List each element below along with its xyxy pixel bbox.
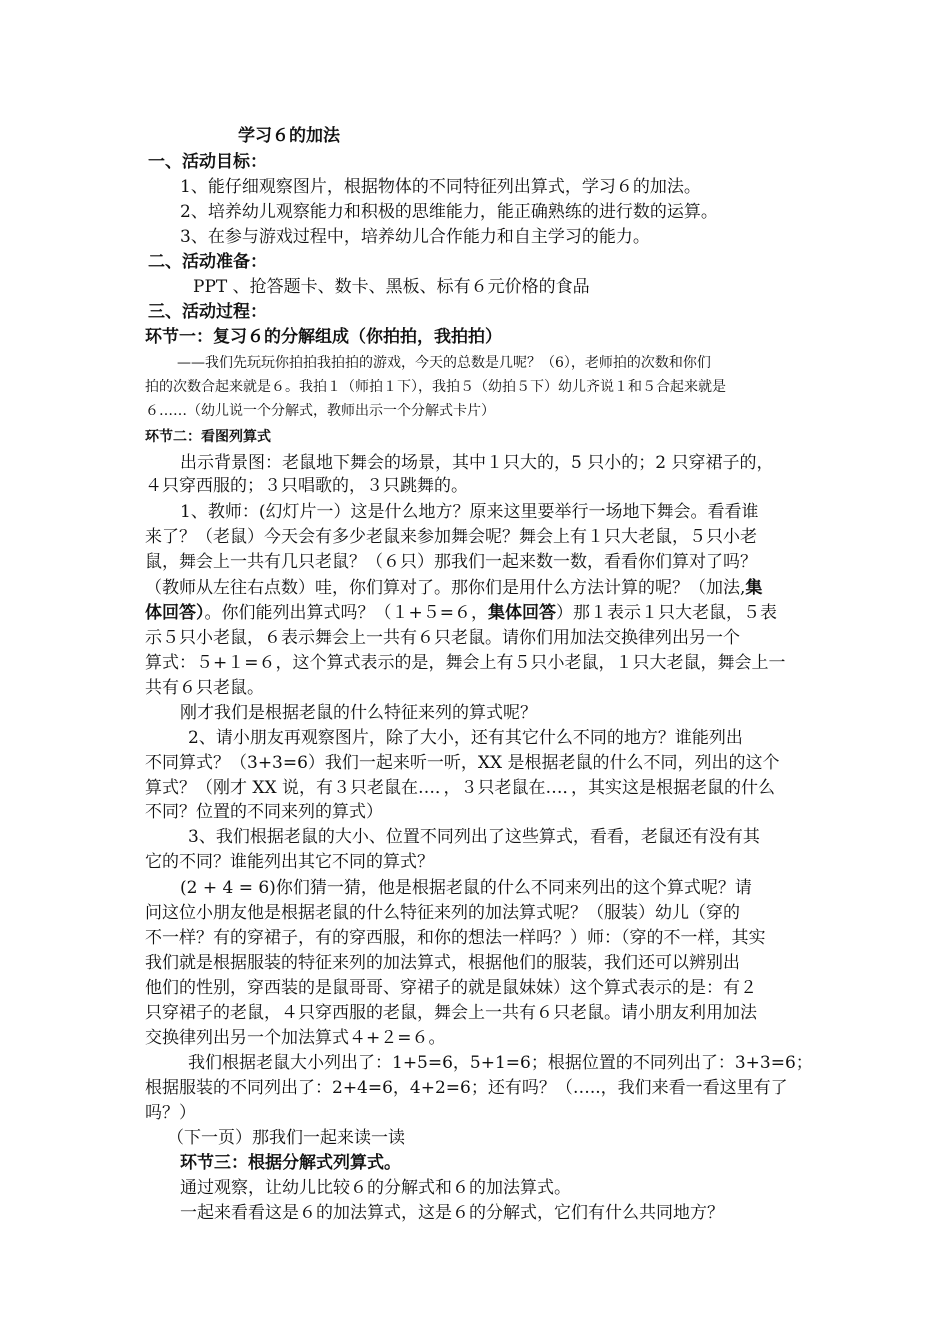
para4-line-1: (2 + 4 = 6)你们猜一猜，他是根据老鼠的什么不同来列出的这个算式呢？请: [180, 878, 752, 898]
para1-question: 刚才我们是根据老鼠的什么特征来列的算式呢？: [180, 703, 537, 723]
para3-line-2: 它的不同？谁能列出其它不同的算式？: [145, 852, 434, 872]
para1-line-4: [145, 576, 762, 600]
para2-line-2: 不同算式？（3+3=6）我们一起来听一听，XX 是根据老鼠的什么不同，列出的这个: [145, 753, 780, 773]
para4-line-6: 只穿裙子的老鼠，４只穿西服的老鼠，舞会上一共有６只老鼠。请小朋友利用加法: [145, 1003, 757, 1023]
step3-heading: 环节三：根据分解式列算式。: [180, 1153, 401, 1173]
para1-line-3: 鼠，舞会上一共有几只老鼠？（６只）那我们一起来数一数，看看你们算对了吗？: [145, 552, 757, 572]
para4-line-7: 交换律列出另一个加法算式４+２=６。: [145, 1028, 446, 1048]
para1-line-5: [145, 601, 777, 625]
section-heading-preparation: 二、活动准备：: [148, 252, 267, 272]
para4-line-3: 不一样？有的穿裙子，有的穿西服，和你的想法一样吗？）师：（穿的不一样，其实: [145, 928, 766, 948]
para2-line-1: 2、请小朋友再观察图片，除了大小，还有其它什么不同的地方？谁能列出: [188, 728, 743, 748]
para1-line-7: 算式：５+１=６，这个算式表示的是，舞会上有５只小老鼠，１只大老鼠，舞会上一: [145, 653, 786, 673]
step2-heading: 环节二：看图列算式: [145, 429, 271, 445]
goal-item-3: 3、在参与游戏过程中，培养幼儿合作能力和自主学习的能力。: [180, 227, 650, 247]
step2-background-1: 出示背景图：老鼠地下舞会的场景，其中１只大的，5 只小的；2 只穿裙子的，: [180, 453, 774, 473]
page-title: 学习６的加法: [238, 126, 340, 146]
para1-line-5-text-b: ）那１表示１只大老鼠，５表: [556, 603, 777, 623]
para2-line-4: 不同？位置的不同来列的算式）: [145, 802, 383, 822]
para1-line-5-bold-b: 集体回答: [488, 603, 556, 623]
para4-line-5: 他们的性别，穿西装的是鼠哥哥、穿裙子的就是鼠妹妹）这个算式表示的是：有２: [145, 978, 757, 998]
para2-line-3: 算式？（刚才 XX 说，有３只老鼠在…．，３只老鼠在…．，其实这是根据老鼠的什么: [145, 778, 776, 798]
para5-line-1: 我们根据老鼠大小列出了：1+5=6，5+1=6；根据位置的不同列出了：3+3=6；: [188, 1053, 813, 1073]
para1-line-4-bold: 集: [745, 578, 763, 598]
para4-line-2: 问这位小朋友他是根据老鼠的什么特征来列的加法算式呢？（服装）幼儿（穿的: [145, 903, 740, 923]
next-page-note: （下一页）那我们一起来读一读: [167, 1128, 405, 1148]
goal-item-2: 2、培养幼儿观察能力和积极的思维能力，能正确熟练的进行数的运算。: [180, 202, 718, 222]
para1-line-2: 来了？（老鼠）今天会有多少老鼠来参加舞会呢？舞会上有１只大老鼠，５只小老: [145, 527, 757, 547]
para1-line-5-bold-a: 体回答）: [145, 603, 205, 623]
preparation-text: PPT 、抢答题卡、数卡、黑板、标有６元价格的食品: [193, 277, 590, 297]
para5-line-3: 吗？）: [145, 1103, 196, 1123]
section-heading-goals: 一、活动目标：: [148, 152, 267, 172]
para3-line-1: 3、我们根据老鼠的大小、位置不同列出了这些算式，看看，老鼠还有没有其: [188, 827, 760, 847]
step1-line-1: ——我们先玩玩你拍拍我拍拍的游戏，今天的总数是几呢？（6），老师拍的次数和你们: [177, 355, 711, 371]
step1-line-2: 拍的次数合起来就是６。我拍１（师拍１下），我拍５（幼拍５下）幼儿齐说１和５合起来就是: [145, 379, 726, 395]
para5-line-2: 根据服装的不同列出了：2+4=6，4+2=6；还有吗？（…..，我们来看一看这里有了: [145, 1078, 788, 1098]
step1-heading: 环节一：复习６的分解组成（你拍拍，我拍拍）: [145, 327, 502, 347]
step1-line-3: ６……（幼儿说一个分解式，教师出示一个分解式卡片）: [145, 403, 495, 419]
para1-line-6: 示５只小老鼠，６表示舞会上一共有６只老鼠。请你们用加法交换律列出另一个: [145, 628, 740, 648]
step3-line-1: 通过观察，让幼儿比较６的分解式和６的加法算式。: [180, 1178, 571, 1198]
para1-line-4-text: （教师从左往右点数）哇，你们算对了。那你们是用什么方法计算的呢？（加法,: [145, 578, 746, 598]
section-heading-process: 三、活动过程：: [148, 302, 267, 322]
goal-item-1: 1、能仔细观察图片，根据物体的不同特征列出算式，学习６的加法。: [180, 177, 701, 197]
step3-line-2: 一起来看看这是６的加法算式，这是６的分解式，它们有什么共同地方？: [180, 1203, 724, 1223]
para1-line-5-text-a: 。你们能列出算式吗？（１+５=６，: [204, 603, 488, 623]
para1-line-8: 共有６只老鼠。: [145, 678, 264, 698]
para1-line-1: 1、教师：(幻灯片一）这是什么地方？原来这里要举行一场地下舞会。看看谁: [180, 502, 759, 522]
step2-background-2: ４只穿西服的；３只唱歌的，３只跳舞的。: [145, 476, 468, 496]
para4-line-4: 我们就是根据服装的特征来列的加法算式，根据他们的服装，我们还可以辨别出: [145, 953, 740, 973]
